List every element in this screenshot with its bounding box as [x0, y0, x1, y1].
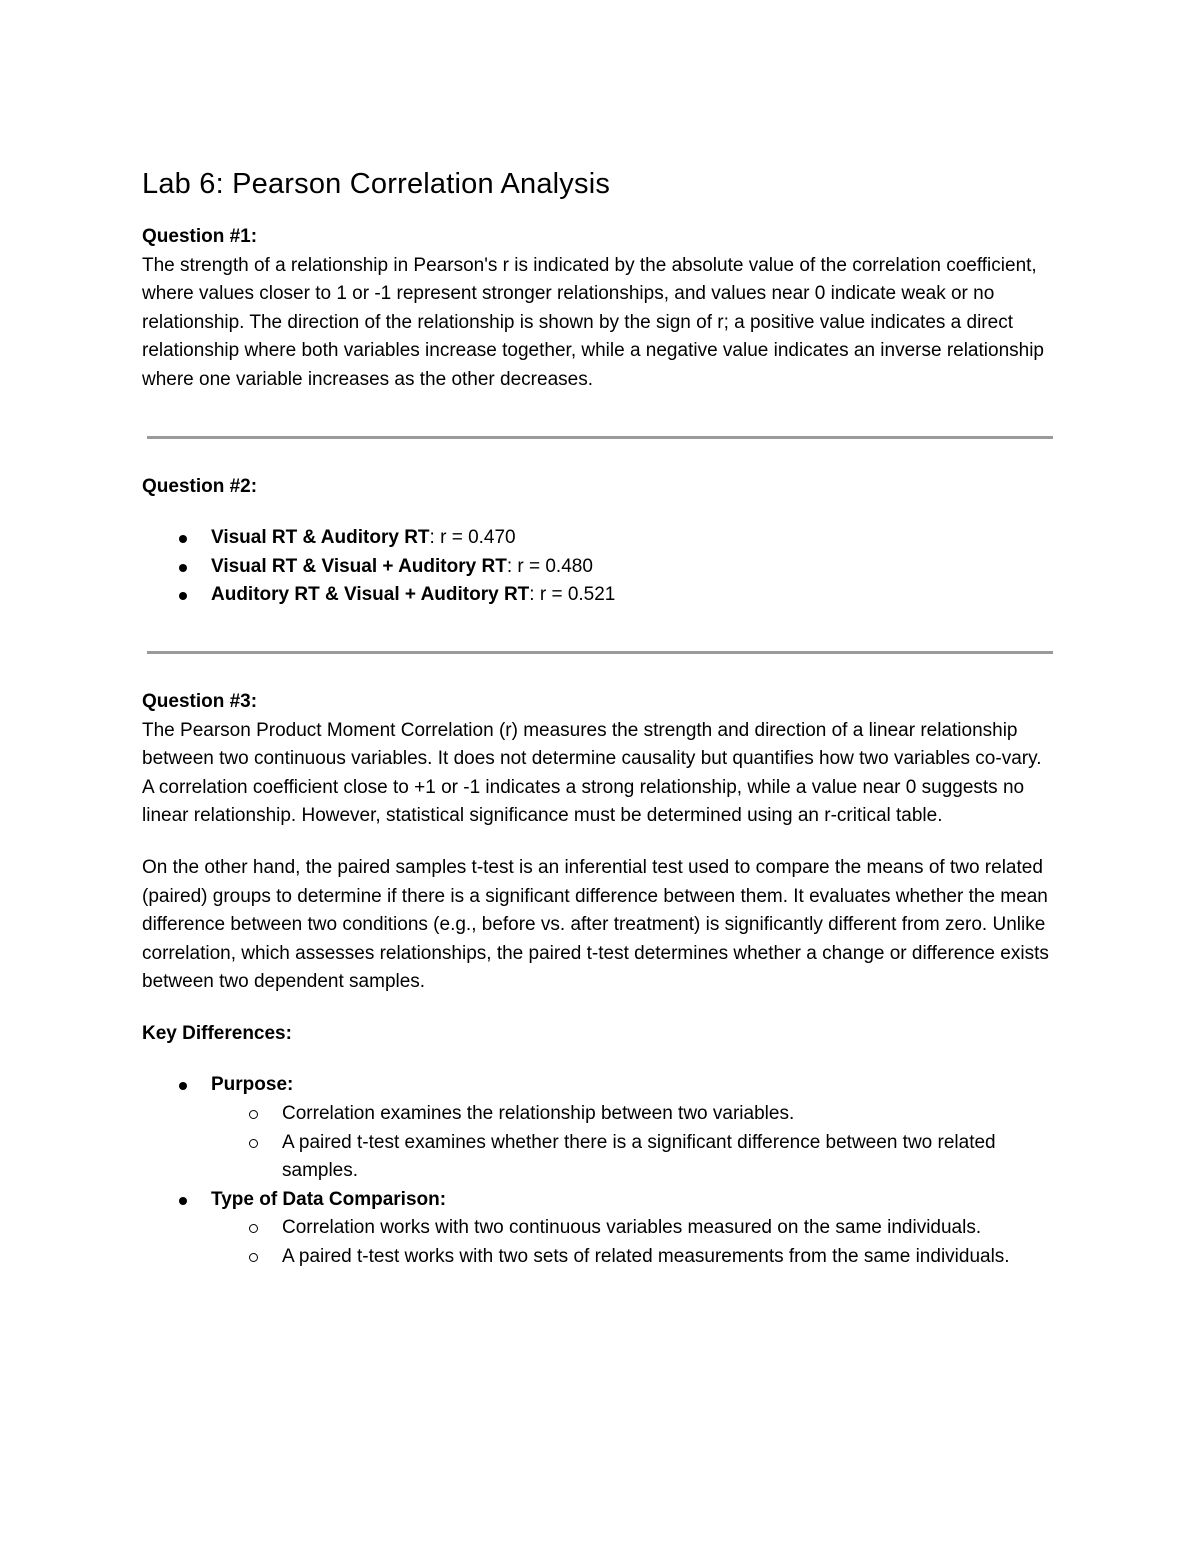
list-item [142, 1214, 1057, 1243]
list-item [142, 1100, 1057, 1129]
list-item [142, 524, 1057, 553]
pair-label: Visual RT & Auditory RT [211, 527, 430, 549]
question-2-heading: Question #2: [142, 475, 258, 497]
hollow-bullet-icon [249, 1224, 258, 1233]
list-item [142, 581, 1057, 610]
list-item [142, 553, 1057, 582]
list-item [142, 1243, 1057, 1272]
list-item [142, 1071, 1057, 1185]
question-1-heading: Question #1: [142, 226, 258, 247]
question-1-body: The strength of a relationship in Pearson's r is indicated by the absolute value of the correlation coefficient, where values closer to 1 or -1 represent stronger relationships, and values near 0 indicate weak or no relationship. The direction of the relationship is shown by the sign of r; a positive value indicates a direct relationship where both variables increase together, while a negative value indicates an inverse relationship where one variable increases as the other decreases. [142, 254, 1044, 390]
hollow-bullet-icon [249, 1110, 258, 1119]
bullet-icon [179, 592, 187, 600]
sublist-text: Correlation examines the relationship between two variables. [282, 1103, 795, 1125]
pair-label: Auditory RT & Visual + Auditory RT [211, 584, 530, 606]
pair-label: Visual RT & Visual + Auditory RT [211, 555, 507, 577]
hollow-bullet-icon [249, 1253, 258, 1262]
question-3-paragraph-2: On the other hand, the paired samples t-test is an inferential test used to compare the means of two related (paired) groups to determine if there is a significant difference between them. It evaluates whether the mean difference between two conditions (e.g., before vs. after treatment) is significantly different from zero. Unlike correlation, which assesses relationships, the paired t-test determines whether a change or difference exists between two dependent samples. [142, 856, 1049, 993]
purpose-label: Purpose: [211, 1074, 294, 1096]
key-differences-list [142, 1071, 1057, 1271]
question-3-heading: Question #3: [142, 690, 258, 712]
key-differences-heading: Key Differences: [142, 1022, 292, 1044]
list-item [142, 1129, 1057, 1186]
type-sublist [142, 1214, 1057, 1271]
pair-value: : r = 0.470 [429, 527, 516, 549]
type-label: Type of Data Comparison: [211, 1188, 447, 1210]
question-3-paragraph-1: The Pearson Product Moment Correlation (r) measures the strength and direction of a linear relationship between two continuous variables. It does not determine causality but quantifies how two variables co-vary. A correlation coefficient close to +1 or -1 indicates a strong relationship, while a value near 0 suggests no linear relationship. However, statistical significance must be determined using an r-critical table. [142, 719, 1042, 827]
sublist-text: A paired t-test works with two sets of related measurements from the same individuals. [282, 1246, 1010, 1268]
list-item [142, 1186, 1057, 1272]
purpose-sublist [142, 1100, 1057, 1186]
document-page [142, 162, 1057, 1272]
document-title: Lab 6: Pearson Correlation Analysis [142, 168, 611, 200]
pair-value: : r = 0.521 [529, 584, 616, 606]
correlation-results-list [142, 524, 1057, 610]
pair-value: : r = 0.480 [506, 555, 593, 577]
sublist-text: Correlation works with two continuous variables measured on the same individuals. [282, 1217, 982, 1239]
bullet-icon [179, 535, 187, 543]
bullet-icon [179, 1197, 187, 1205]
bullet-icon [179, 564, 187, 572]
bullet-icon [179, 1082, 187, 1090]
sublist-text: A paired t-test examines whether there is a significant difference between two related samples. [282, 1131, 996, 1182]
hollow-bullet-icon [249, 1139, 258, 1148]
